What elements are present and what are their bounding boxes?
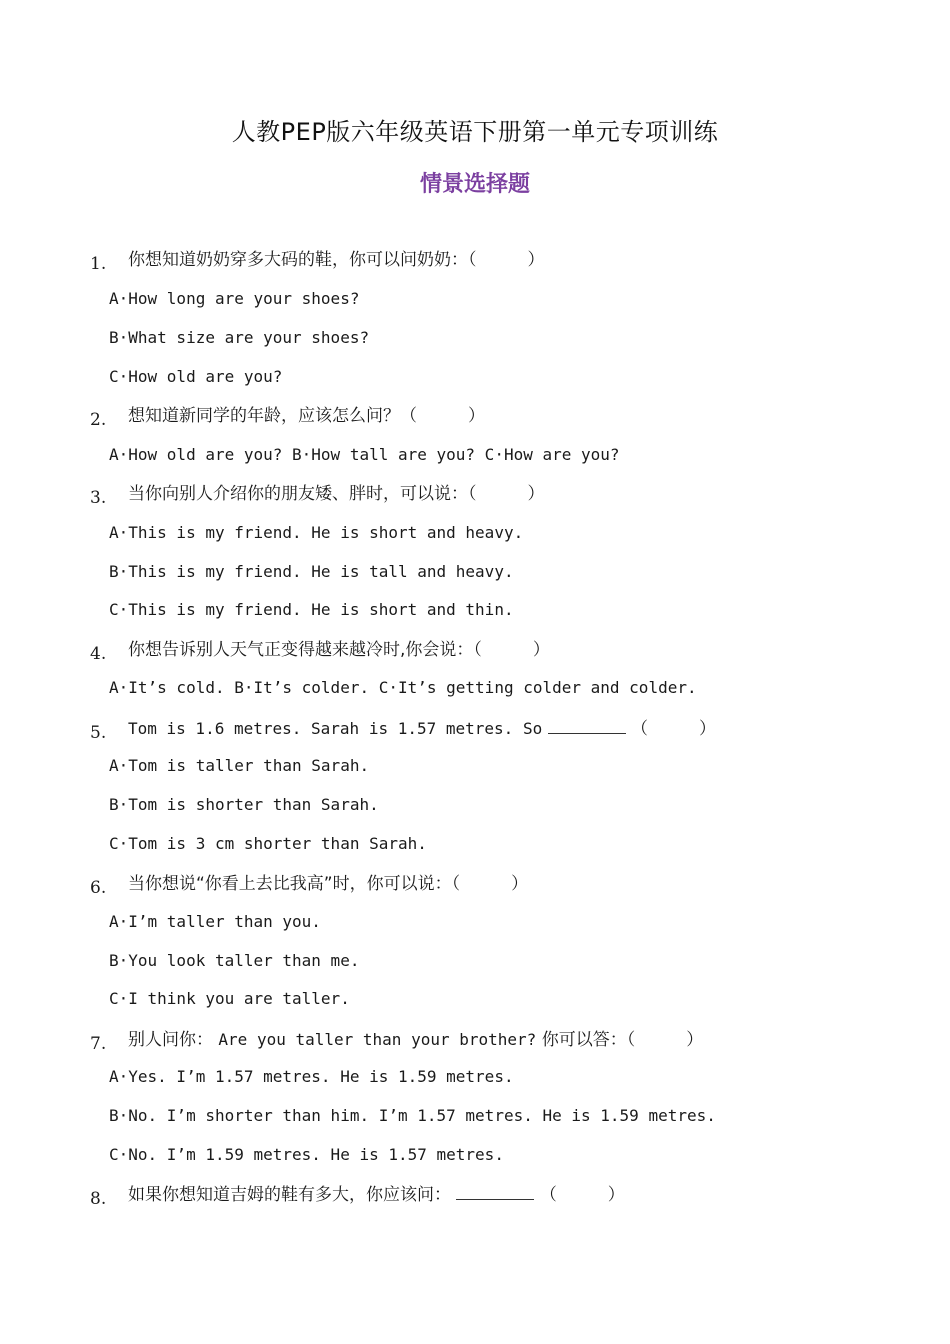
option-7a: A·Yes. I’m 1.57 metres. He is 1.59 metres. [109, 1067, 514, 1086]
question-text: 你想告诉别人天气正变得越来越冷时,你会说：（ ） [128, 640, 550, 660]
option-6b: B·You look taller than me. [109, 951, 360, 970]
question-4 [90, 635, 550, 664]
question-text: 当你向别人介绍你的朋友矮、胖时，可以说：（ ） [128, 484, 545, 504]
option-5b: B·Tom is shorter than Sarah. [109, 795, 379, 814]
question-1 [90, 245, 545, 274]
option-1a: A·How long are your shoes? [109, 289, 360, 308]
question-5 [90, 714, 717, 743]
question-text-b: 你可以答：（ ） [541, 1030, 704, 1050]
option-1c: C·How old are you? [109, 367, 283, 386]
question-text: 当你想说“你看上去比我高”时，你可以说：（ ） [128, 874, 529, 894]
question-number: 7. [90, 1034, 107, 1054]
question-text: 想知道新同学的年龄，应该怎么问？（ ） [128, 406, 485, 426]
option-6a: A·I’m taller than you. [109, 912, 321, 931]
option-3c: C·This is my friend. He is short and thin. [109, 600, 514, 619]
question-number: 5. [90, 723, 107, 743]
answer-paren: （ ） [539, 1185, 625, 1205]
option-4: A·It’s cold. B·It’s colder. C·It’s getting colder and colder. [109, 678, 697, 697]
answer-blank [456, 1187, 534, 1200]
question-number: 6. [90, 878, 107, 898]
question-number: 3. [90, 488, 107, 508]
question-text: Tom is 1.6 metres. Sarah is 1.57 metres. So [128, 719, 543, 738]
question-text-a: 别人问你： [128, 1030, 213, 1050]
option-6c: C·I think you are taller. [109, 989, 350, 1008]
page-title: 人教PEP版六年级英语下册第一单元专项训练 [231, 118, 719, 146]
question-3 [90, 479, 545, 508]
option-7b: B·No. I’m shorter than him. I’m 1.57 metres. He is 1.59 metres. [109, 1106, 716, 1125]
question-number: 1. [90, 254, 107, 274]
question-number: 8. [90, 1189, 107, 1209]
option-1b: B·What size are your shoes? [109, 328, 370, 347]
question-text: 如果你想知道吉姆的鞋有多大，你应该问： [128, 1185, 451, 1205]
option-5a: A·Tom is taller than Sarah. [109, 756, 370, 775]
option-3a: A·This is my friend. He is short and heavy. [109, 523, 524, 542]
option-7c: C·No. I’m 1.59 metres. He is 1.57 metres. [109, 1145, 504, 1164]
answer-blank [548, 721, 626, 734]
question-6 [90, 869, 529, 898]
question-text-en: Are you taller than your brother? [218, 1030, 537, 1049]
option-5c: C·Tom is 3 cm shorter than Sarah. [109, 834, 427, 853]
option-2: A·How old are you? B·How tall are you? C·How are you? [109, 445, 620, 464]
question-2 [90, 401, 485, 430]
question-number: 4. [90, 644, 107, 664]
question-7 [90, 1025, 704, 1054]
option-3b: B·This is my friend. He is tall and heavy. [109, 562, 514, 581]
question-number: 2. [90, 410, 107, 430]
question-text: 你想知道奶奶穿多大码的鞋，你可以问奶奶：（ ） [128, 250, 545, 270]
question-8 [90, 1180, 625, 1209]
answer-paren: （ ） [631, 719, 717, 739]
section-subtitle: 情景选择题 [419, 172, 530, 197]
